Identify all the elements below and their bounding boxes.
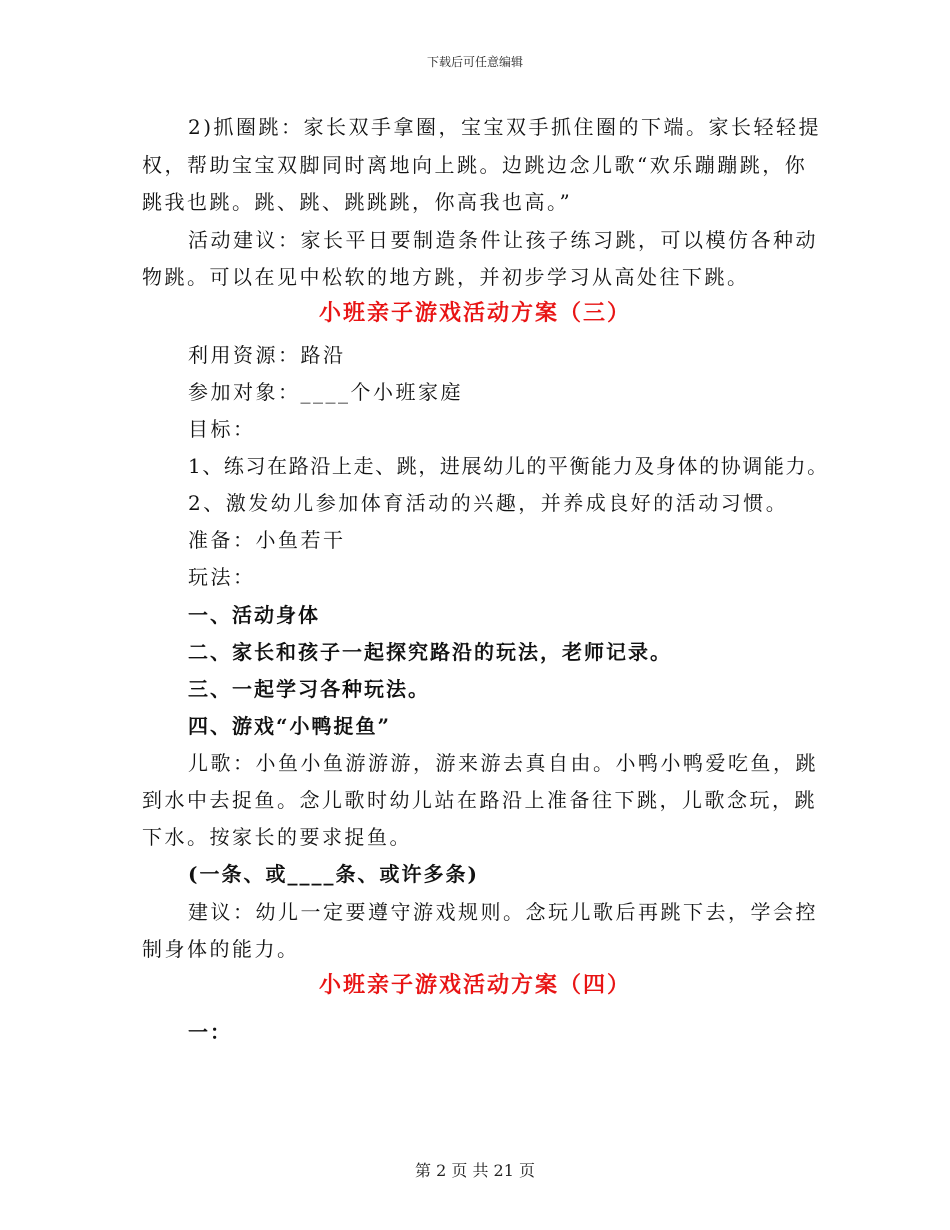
paragraph-line: 活动建议：家长平日要制造条件让孩子练习跳，可以模仿各种动	[188, 228, 818, 252]
section-title: 小班亲子游戏活动方案（三）	[318, 300, 631, 326]
paragraph-line: 儿歌：小鱼小鱼游游游，游来游去真自由。小鸭小鸭爱吃鱼，跳	[188, 751, 818, 775]
step-item: 二、家长和孩子一起探究路沿的玩法，老师记录。	[188, 640, 672, 664]
goal-label: 目标：	[188, 417, 256, 441]
participants-line: 参加对象：____个小班家庭	[188, 380, 463, 404]
page-header: 下载后可任意编辑	[426, 55, 523, 69]
paragraph-line: 建议：幼儿一定要遵守游戏规则。念玩儿歌后再跳下去，学会控	[188, 900, 818, 924]
goal-item: 1、练习在路沿上走、跳，进展幼儿的平衡能力及身体的协调能力。	[188, 454, 829, 478]
paragraph-line: 制身体的能力。	[142, 937, 300, 961]
goal-item: 2、激发幼儿参加体育活动的兴趣，并养成良好的活动习惯。	[188, 491, 789, 515]
step-item: 一、活动身体	[188, 603, 320, 627]
paragraph-line: 下水。按家长的要求捉鱼。	[142, 825, 412, 849]
paragraph-line: 物跳。可以在见中松软的地方跳，并初步学习从高处往下跳。	[142, 265, 750, 289]
page-footer: 第 2 页 共 21 页	[415, 1161, 535, 1180]
subsection-label: 一：	[188, 1020, 232, 1044]
paragraph-line: 跳我也跳。跳、跳、跳跳跳，你高我也高。”	[142, 190, 573, 214]
paragraph-line: 权，帮助宝宝双脚同时离地向上跳。边跳边念儿歌“欢乐蹦蹦跳，你	[142, 153, 808, 177]
paragraph-line: 2)抓圈跳：家长双手拿圈，宝宝双手抓住圈的下端。家长轻轻提	[188, 115, 822, 139]
note-line: (一条、或____条、或许多条)	[188, 862, 479, 886]
step-item: 三、一起学习各种玩法。	[188, 677, 430, 701]
step-item: 四、游戏“小鸭捉鱼”	[188, 714, 392, 738]
paragraph-line: 到水中去捉鱼。念儿歌时幼儿站在路沿上准备往下跳，儿歌念玩，跳	[142, 788, 817, 812]
section-title: 小班亲子游戏活动方案（四）	[318, 972, 631, 998]
play-label: 玩法：	[188, 565, 256, 589]
resource-line: 利用资源：路沿	[188, 343, 346, 367]
prep-line: 准备：小鱼若干	[188, 528, 346, 552]
